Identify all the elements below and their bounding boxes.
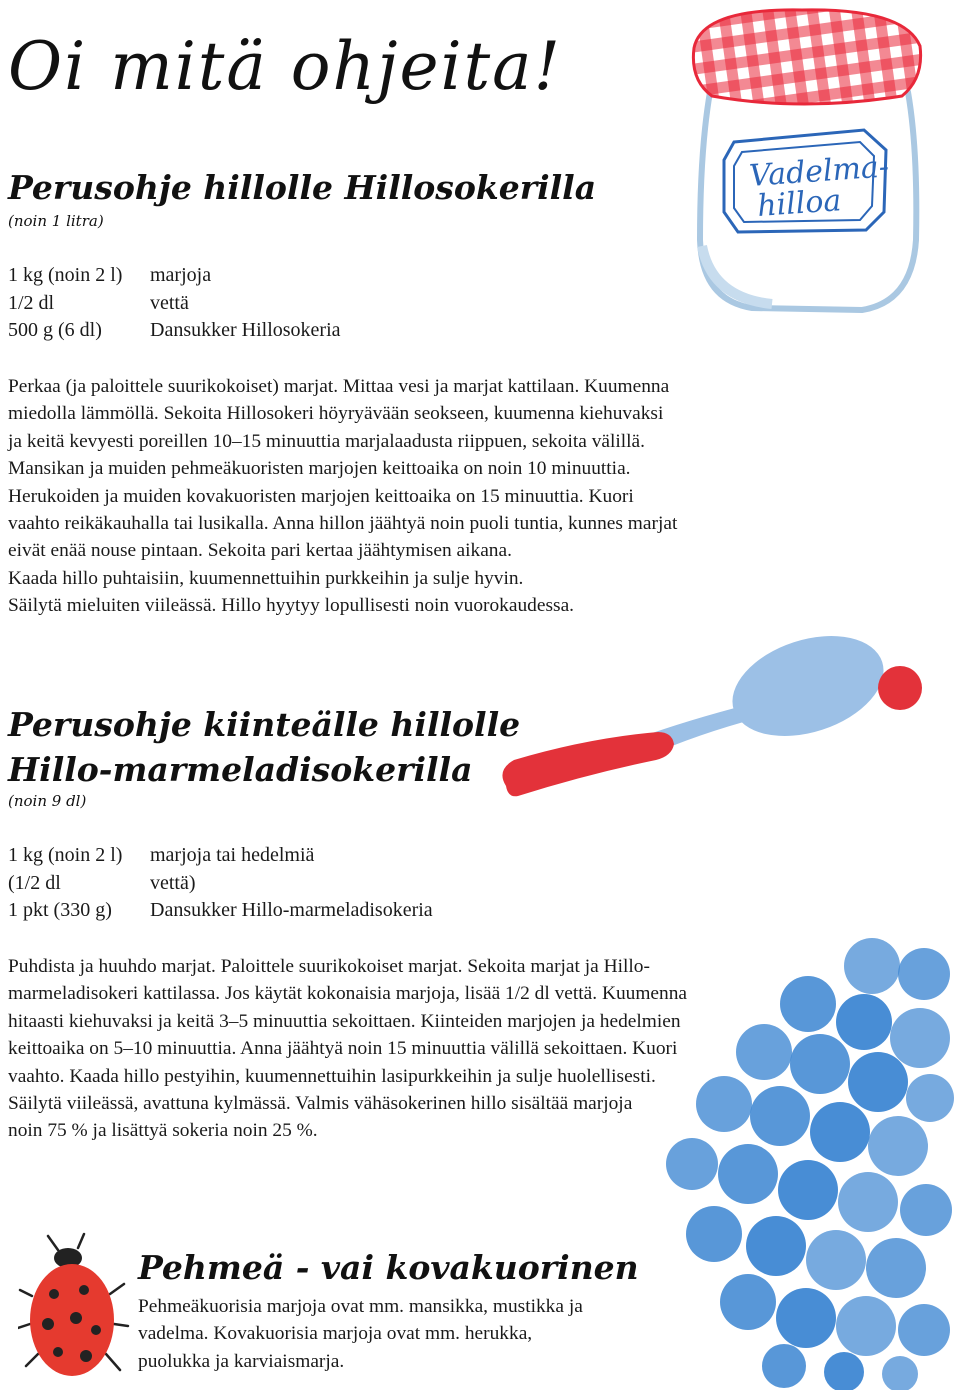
instruction-line: Perkaa (ja paloittele suurikokoiset) marjat. Mittaa vesi ja marjat kattilaan. Kuumenna [8, 376, 670, 397]
ingredient-amount: 500 g (6 dl) [8, 319, 102, 341]
blueberry [762, 1344, 806, 1388]
blueberry [696, 1076, 752, 1132]
blueberry [780, 976, 836, 1032]
tip-line: puolukka ja karviaismarja. [138, 1350, 345, 1372]
recipe2-yield: (noin 9 dl) [8, 792, 87, 810]
jam-jar-illustration [672, 0, 930, 318]
ingredient-item: marjoja [150, 264, 212, 286]
tip-title: Pehmeä - vai kovakuorinen [138, 1248, 639, 1287]
ingredient-amount: (1/2 dl [8, 871, 61, 894]
ingredient-item: vettä) [150, 871, 196, 894]
instruction-line: keittoaika on 5–10 minuuttia. Anna jäähtyä noin 15 minuuttia välillä sekoittaen. Kuori [8, 1038, 678, 1060]
instruction-line: Mansikan ja muiden pehmeäkuoristen marjojen keittoaika on noin 10 minuuttia. [8, 458, 631, 480]
jar-label-line1: Vadelma- [748, 149, 891, 194]
spoon-illustration [488, 628, 928, 814]
ingredient-row [8, 870, 433, 898]
blueberry [838, 1172, 898, 1232]
blueberry [898, 1304, 950, 1356]
tip-line: vadelma. Kovakuorisia marjoja ovat mm. herukka, [138, 1323, 533, 1345]
blueberry [890, 1008, 950, 1068]
recipe1-yield: (noin 1 litra) [8, 212, 104, 230]
blueberry [666, 1138, 718, 1190]
instruction-line: noin 75 % ja lisättyä sokeria noin 25 %. [8, 1120, 318, 1142]
recipe2-ingredients [8, 842, 433, 925]
instruction-line: hitaasti kiehuvaksi ja keitä 3–5 minuuttia sekoittaen. Kiinteiden marjojen ja hedelmien [8, 1010, 681, 1032]
instruction-line: vaahto. Kaada hillo pestyihin, kuumennettuihin lasipurkkeihin ja sulje huolellisesti. [8, 1065, 656, 1087]
recipe2-title-line2: Hillo-marmeladisokerilla [8, 750, 473, 789]
blueberry [776, 1288, 836, 1348]
spoon-handle [502, 732, 674, 796]
ingredient-amount: 1/2 dl [8, 291, 55, 314]
recipe1-instructions [8, 373, 677, 620]
blueberry [810, 1102, 870, 1162]
blueberry [882, 1356, 918, 1390]
instruction-line: marmeladisokeri kattilassa. Jos käytät kokonaisia marjoja, lisää 1/2 dl vettä. Kuumenna [8, 983, 688, 1005]
ingredient-row [8, 842, 433, 870]
instruction-line: Puhdista ja huuhdo marjat. Paloittele suurikokoiset marjat. Sekoita marjat ja Hillo- [8, 956, 650, 977]
ingredient-amount: 1 pkt (330 g) [8, 899, 112, 921]
recipe2-instructions [8, 953, 687, 1145]
blueberry [868, 1116, 928, 1176]
blueberries-illustration [664, 934, 956, 1390]
blueberry [720, 1274, 776, 1330]
tip-line: Pehmeäkuorisia marjoja ovat mm. mansikka, mustikka ja [138, 1296, 583, 1317]
ingredient-row [8, 290, 341, 318]
instruction-line: Säilytä viileässä, avattuna kylmässä. Valmis vähäsokerinen hillo sisältää marjoja [8, 1093, 633, 1115]
blueberry [750, 1086, 810, 1146]
red-berry [878, 666, 922, 710]
ingredient-item: marjoja tai hedelmiä [150, 844, 315, 866]
instruction-line: Kaada hillo puhtaisiin, kuumennettuihin purkkeihin ja sulje hyvin. [8, 567, 524, 589]
blueberry [836, 1296, 896, 1356]
blueberry [778, 1160, 838, 1220]
instruction-line: Säilytä mieluiten viileässä. Hillo hyytyy lopullisesti noin vuorokaudessa. [8, 595, 575, 617]
blueberry [866, 1238, 926, 1298]
blueberry [848, 1052, 908, 1112]
ingredient-item: vettä [150, 291, 189, 314]
instruction-line: miedolla lämmöllä. Sekoita Hillosokeri höyryävään seokseen, kuumenna kiehuvaksi [8, 403, 664, 425]
blueberry [898, 948, 950, 1000]
blueberry [718, 1144, 778, 1204]
blueberry [686, 1206, 742, 1262]
blueberry [824, 1352, 864, 1390]
blueberry [906, 1074, 954, 1122]
blueberry [844, 938, 900, 994]
tip-text [138, 1293, 583, 1375]
ingredient-row [8, 317, 341, 345]
ingredient-row [8, 897, 433, 925]
ingredient-item: Dansukker Hillo-marmeladisokeria [150, 899, 433, 921]
blueberry [746, 1216, 806, 1276]
instruction-line: eivät enää nouse pintaan. Sekoita pari kertaa jäähtymisen aikana. [8, 540, 512, 562]
recipe1-title: Perusohje hillolle Hillosokerilla [8, 168, 597, 207]
recipe1-ingredients [8, 262, 341, 345]
page-title: Oi mitä ohjeita! [8, 28, 563, 105]
recipe2-title-line1: Perusohje kiinteälle hillolle [8, 705, 521, 744]
blueberry [806, 1230, 866, 1290]
spoon-bowl [720, 628, 897, 754]
ingredient-item: Dansukker Hillosokeria [150, 319, 341, 341]
blueberry [900, 1184, 952, 1236]
blueberry [836, 994, 892, 1050]
jar-lid [693, 10, 920, 104]
instruction-line: Herukoiden ja muiden kovakuoristen marjojen keittoaika on 15 minuuttia. Kuori [8, 485, 634, 507]
blueberry [790, 1034, 850, 1094]
ladybug-illustration [18, 1232, 130, 1384]
instruction-line: vaahto reikäkauhalla tai lusikalla. Anna hillon jäähtyä noin puoli tuntia, kunnes marjat [8, 513, 678, 535]
ingredient-row [8, 262, 341, 290]
instruction-line: ja keitä kevyesti poreillen 10–15 minuuttia marjalaadusta riippuen, sekoita välillä. [8, 430, 646, 452]
blueberry [736, 1024, 792, 1080]
ingredient-amount: 1 kg (noin 2 l) [8, 264, 123, 286]
ingredient-amount: 1 kg (noin 2 l) [8, 844, 123, 866]
jar-label-line2: hilloa [756, 183, 843, 224]
